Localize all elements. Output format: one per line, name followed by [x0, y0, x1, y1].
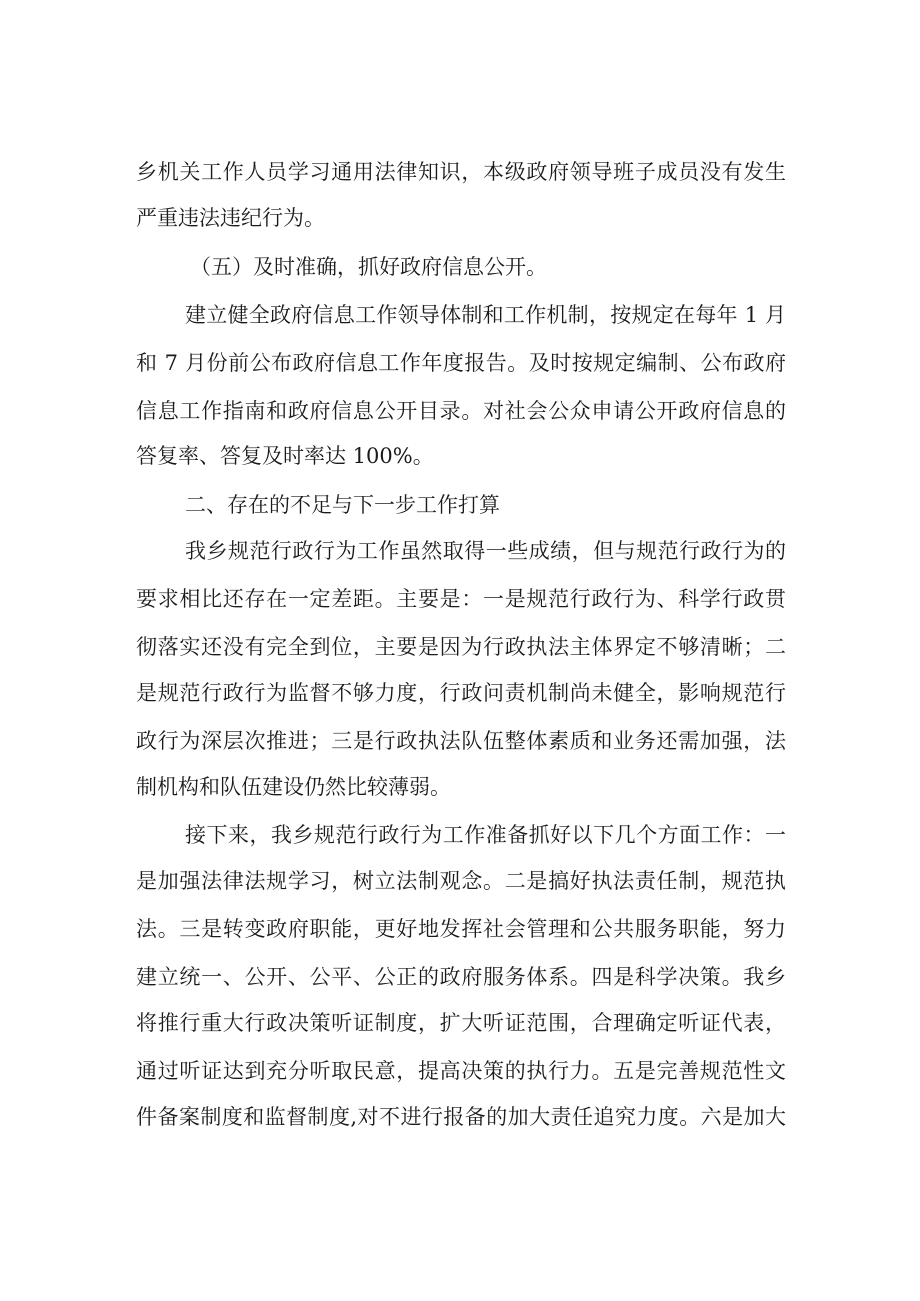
body-text-line: 制机构和队伍建设仍然比较薄弱。 [136, 775, 451, 799]
body-text-line: 我乡规范行政行为工作虽然取得一些成绩，但与规范行政行为的 [185, 539, 786, 563]
body-text-line: 将推行重大行政决策听证制度，扩大听证范围，合理确定听证代表， [136, 1011, 786, 1035]
body-text-line: 建立统一、公开、公平、公正的政府服务体系。四是科学决策。我乡 [136, 965, 786, 989]
section-heading-5: （五）及时准确，抓好政府信息公开。 [190, 255, 547, 279]
body-text-line: 是加强法律法规学习，树立法制观念。二是搞好执法责任制，规范执 [136, 869, 786, 893]
body-text-line: 通过听证达到充分听取民意，提高决策的执行力。五是完善规范性文 [136, 1059, 786, 1083]
body-text-line: 建立健全政府信息工作领导体制和工作机制，按规定在每年 1 月 [185, 303, 786, 327]
body-text-line: 彻落实还没有完全到位，主要是因为行政执法主体界定不够清晰；二 [136, 635, 786, 659]
body-text-line: 政行为深层次推进；三是行政执法队伍整体素质和业务还需加强，法 [136, 729, 786, 753]
body-text-line: 和 7 月份前公布政府信息工作年度报告。及时按规定编制、公布政府 [136, 351, 786, 375]
body-text-line: 接下来，我乡规范行政行为工作准备抓好以下几个方面工作：一 [185, 823, 786, 847]
body-text-line: 信息工作指南和政府信息公开目录。对社会公众申请公开政府信息的 [136, 399, 786, 423]
body-text-line: 答复率、答复及时率达 100%。 [136, 444, 434, 468]
body-text-line: 严重违法违纪行为。 [136, 206, 325, 230]
body-text-line: 法。三是转变政府职能，更好地发挥社会管理和公共服务职能，努力 [136, 917, 786, 941]
section-heading-2: 二、存在的不足与下一步工作打算 [185, 493, 500, 517]
body-text-line: 件备案制度和监督制度,对不进行报备的加大责任追究力度。六是加大 [136, 1105, 786, 1129]
body-text-line: 要求相比还存在一定差距。主要是：一是规范行政行为、科学行政贯 [136, 587, 786, 611]
body-text-line: 乡机关工作人员学习通用法律知识，本级政府领导班子成员没有发生 [136, 160, 786, 184]
body-text-line: 是规范行政行为监督不够力度，行政问责机制尚未健全，影响规范行 [136, 681, 786, 705]
